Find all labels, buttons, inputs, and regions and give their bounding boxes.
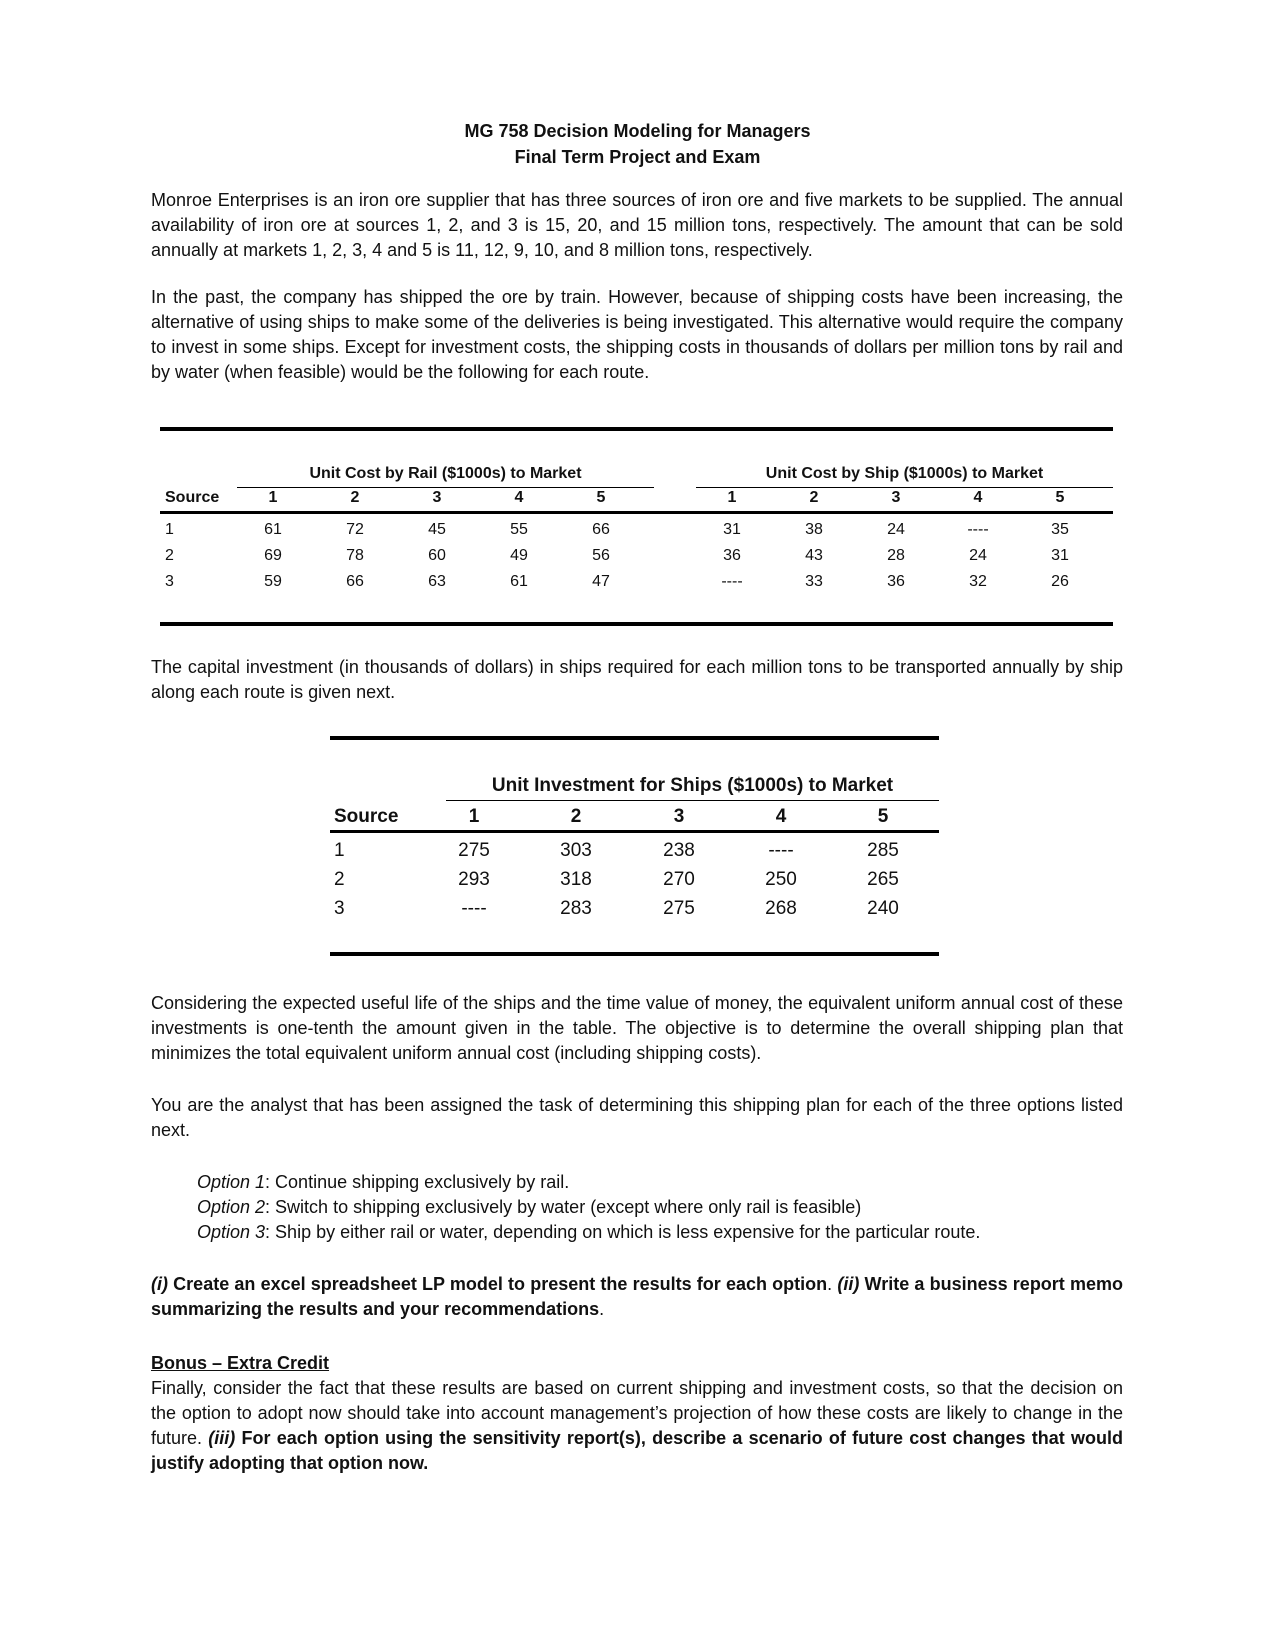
ship-market-header: 2 (809, 489, 819, 506)
table-bottom-rule (160, 622, 1113, 626)
option-2 (197, 1195, 861, 1220)
rail-cost-cell: 47 (592, 573, 610, 590)
source-row-label: 3 (165, 573, 174, 590)
shipping-paragraph: In the past, the company has shipped the ore by train. However, because of shipping costs have been increasing, the alternative of using ships to make some of the deliveries is being investigated. This alternative would require the company to invest in some ships. Except for investment costs, the shipping costs in thousands of dollars per million tons by rail and by water (when feasible) would be the following for each route. (151, 287, 1123, 382)
intro-paragraph: Monroe Enterprises is an iron ore supplier that has three sources of iron ore and five markets to be supplied. The annual availability of iron ore at sources 1, 2, and 3 is 15, 20, and 15 million tons, respectively. The amount that can be sold annually at markets 1, 2, 3, 4 and 5 is 11, 12, 9, 10, and 8 million tons, respectively. (151, 190, 1123, 260)
task-iii-label: (iii) (208, 1428, 236, 1448)
investment-cell: 265 (867, 869, 899, 890)
option-3 (197, 1220, 980, 1245)
ship-cost-cell: 31 (1051, 547, 1069, 564)
task-ii-text: Write a business report memo summarizing the results and your recommendations (151, 1274, 1123, 1319)
option-3-text: : Ship by either rail or water, depending on which is less expensive for the particular route. (265, 1222, 981, 1242)
inv-market-header: 3 (673, 806, 685, 827)
bonus-heading: Bonus – Extra Credit (151, 1353, 330, 1373)
ship-cost-cell: 36 (887, 573, 905, 590)
investment-cell: ---- (461, 898, 487, 919)
option-3-label: Option 3 (197, 1222, 266, 1242)
inv-market-header: 5 (877, 806, 889, 827)
rail-market-header: 3 (432, 489, 442, 506)
investment-cell: 275 (458, 840, 490, 861)
ship-market-header: 3 (891, 489, 901, 506)
task-i-text: Create an excel spreadsheet LP model to present the results for each option (168, 1274, 828, 1294)
ship-cost-cell: 35 (1051, 521, 1069, 538)
investment-cell: 318 (560, 869, 592, 890)
bonus-text: Finally, consider the fact that these results are based on current shipping and investment costs, so that the decision on the option to adopt now should take into account management’s projection of how these costs are likely to change in the future. (151, 1378, 1123, 1448)
inv-source-row-label: 2 (334, 869, 345, 890)
investment-cell: 270 (663, 869, 695, 890)
investment-cell: 238 (663, 840, 695, 861)
rail-cost-cell: 66 (592, 521, 610, 538)
rail-cost-cell: 72 (346, 521, 364, 538)
rail-cost-cell: 60 (428, 547, 446, 564)
rail-cost-cell: 49 (510, 547, 528, 564)
analyst-task-paragraph: You are the analyst that has been assigned the task of determining this shipping plan for each of the three options listed next. (151, 1095, 1123, 1140)
option-1-label: Option 1 (197, 1172, 266, 1192)
investment-cell: 268 (765, 898, 797, 919)
ship-cost-cell: 38 (805, 521, 823, 538)
investment-cell: 250 (765, 869, 797, 890)
option-1 (197, 1170, 569, 1195)
inv-source-column-header: Source (334, 806, 399, 827)
investment-cell: ---- (768, 840, 794, 861)
investment-title: Unit Investment for Ships ($1000s) to Market (491, 775, 894, 796)
investment-intro-paragraph: The capital investment (in thousands of dollars) in ships required for each million tons to be transported annually by ship along each route is given next. (151, 657, 1123, 702)
ship-cost-cell: 28 (887, 547, 905, 564)
ship-cost-cell: ---- (721, 573, 743, 590)
inv-title-rule (446, 800, 939, 801)
inv-market-header: 1 (468, 806, 480, 827)
rail-cost-cell: 66 (346, 573, 364, 590)
option-2-text: : Switch to shipping exclusively by water (except where only rail is feasible) (265, 1197, 862, 1217)
document-title (0, 118, 1275, 170)
task-ii-label: (ii) (837, 1274, 860, 1294)
rail-market-header: 5 (596, 489, 606, 506)
task-i-label: (i) (151, 1274, 168, 1294)
inv-header-rule (330, 830, 939, 833)
ship-market-header: 4 (973, 489, 983, 506)
source-row-label: 1 (165, 521, 174, 538)
ship-cost-cell: 33 (805, 573, 823, 590)
investment-cell: 303 (560, 840, 592, 861)
inv-table-top-rule (330, 736, 939, 740)
option-1-text: : Continue shipping exclusively by rail. (265, 1172, 570, 1192)
task-i-period: . (827, 1274, 833, 1294)
ship-cost-cell: 26 (1051, 573, 1069, 590)
table-top-rule (160, 427, 1113, 431)
ship-cost-cell: 24 (969, 547, 987, 564)
ship-cost-cell: 32 (969, 573, 987, 590)
ship-cost-cell: 24 (887, 521, 905, 538)
rail-market-header: 1 (268, 489, 278, 506)
inv-table-bottom-rule (330, 952, 939, 956)
rail-cost-cell: 45 (428, 521, 446, 538)
investment-cell: 275 (663, 898, 695, 919)
course-title: MG 758 Decision Modeling for Managers (464, 121, 811, 141)
rail-cost-cell: 61 (510, 573, 528, 590)
ship-cost-cell: 31 (723, 521, 741, 538)
ship-cost-title: Unit Cost by Ship ($1000s) to Market (765, 465, 1044, 482)
document-subtitle: Final Term Project and Exam (514, 147, 761, 167)
rail-cost-cell: 55 (510, 521, 528, 538)
rail-cost-cell: 69 (264, 547, 282, 564)
source-row-label: 2 (165, 547, 174, 564)
ship-cost-cell: ---- (967, 521, 989, 538)
rail-cost-title: Unit Cost by Rail ($1000s) to Market (309, 465, 582, 482)
rail-cost-cell: 56 (592, 547, 610, 564)
rail-cost-cell: 61 (264, 521, 282, 538)
rail-cost-cell: 63 (428, 573, 446, 590)
ship-market-header: 1 (727, 489, 737, 506)
annual-cost-paragraph: Considering the expected useful life of the ships and the time value of money, the equivalent uniform annual cost of these investments is one-tenth the amount given in the table. The objective is to determine the overall shipping plan that minimizes the total equivalent uniform annual cost (including shipping costs). (151, 993, 1123, 1063)
rail-cost-cell: 78 (346, 547, 364, 564)
ship-cost-cell: 36 (723, 547, 741, 564)
investment-cell: 293 (458, 869, 490, 890)
source-column-header: Source (165, 489, 220, 506)
inv-market-header: 4 (775, 806, 787, 827)
rail-market-header: 2 (350, 489, 360, 506)
task-iii-text: For each option using the sensitivity report(s), describe a scenario of future cost changes that would justify adopting that option now. (151, 1428, 1123, 1473)
task-ii-period: . (599, 1299, 605, 1319)
inv-source-row-label: 1 (334, 840, 345, 861)
tasks-paragraph (151, 1272, 1123, 1322)
investment-cell: 240 (867, 898, 899, 919)
option-2-label: Option 2 (197, 1197, 266, 1217)
investment-cell: 283 (560, 898, 592, 919)
investment-cell: 285 (867, 840, 899, 861)
ship-market-header: 5 (1055, 489, 1065, 506)
bonus-paragraph (151, 1376, 1123, 1476)
inv-market-header: 2 (570, 806, 582, 827)
ship-cost-cell: 43 (805, 547, 823, 564)
rail-cost-cell: 59 (264, 573, 282, 590)
table-header-rule (160, 511, 1113, 514)
rail-market-header: 4 (514, 489, 524, 506)
inv-source-row-label: 3 (334, 898, 345, 919)
